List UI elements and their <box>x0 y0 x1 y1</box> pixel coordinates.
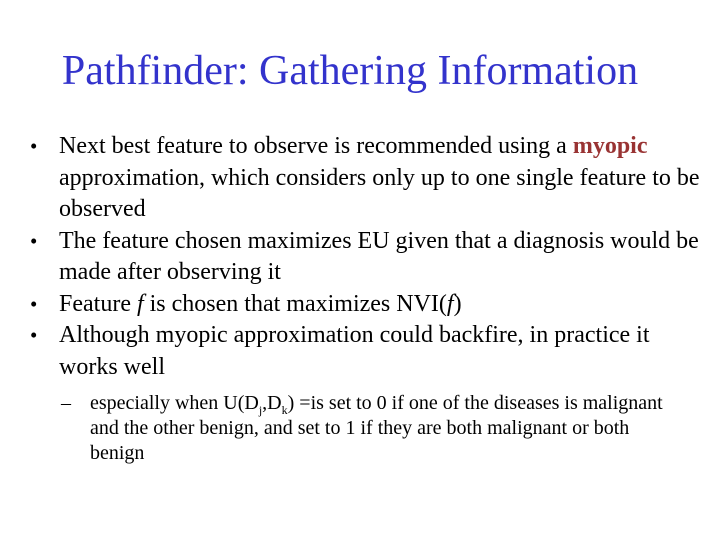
feature-variable: f <box>136 290 144 317</box>
bullet-marker: • <box>30 228 38 253</box>
bullet-myopic <box>30 131 700 226</box>
bullet-list <box>30 131 700 466</box>
bullet-marker: • <box>30 323 38 347</box>
bullet-nvi <box>30 289 700 321</box>
sub-text-part3: ) =is set to 0 if one of the diseases is malignant and the other benign, and set to 1 if they are both malignant or both benign <box>90 392 663 464</box>
bullet-text-middle: is chosen that maximizes NVI( <box>143 290 447 317</box>
bullet-marker: • <box>30 134 38 158</box>
sub-bullet-utility <box>61 391 680 466</box>
bullet-text-after: ) <box>453 290 462 317</box>
bullet-text-before: Next best feature to observe is recommended using a <box>59 133 573 159</box>
feature-variable: f <box>446 290 454 317</box>
bullet-text-after: approximation, which considers only up to one single feature to be observed <box>59 164 700 222</box>
subscript-j: j <box>258 403 263 417</box>
bullet-text-before: Feature <box>59 290 137 317</box>
bullet-text: The feature chosen maximizes EU given that a diagnosis would be made after observing it <box>59 227 699 285</box>
bullet-marker: • <box>30 291 38 316</box>
subscript-k: k <box>281 403 288 417</box>
dash-marker: – <box>61 392 71 414</box>
sub-text-part2: ,D <box>262 392 282 414</box>
myopic-emphasis: myopic <box>572 133 648 159</box>
bullet-backfire <box>30 320 700 383</box>
slide-title: Pathfinder: Gathering Information <box>61 48 639 94</box>
bullet-feature-chosen <box>30 226 700 289</box>
sub-text-part1: especially when U(D <box>90 392 259 414</box>
bullet-text: Although myopic approximation could backfire, in practice it works well <box>59 322 650 380</box>
